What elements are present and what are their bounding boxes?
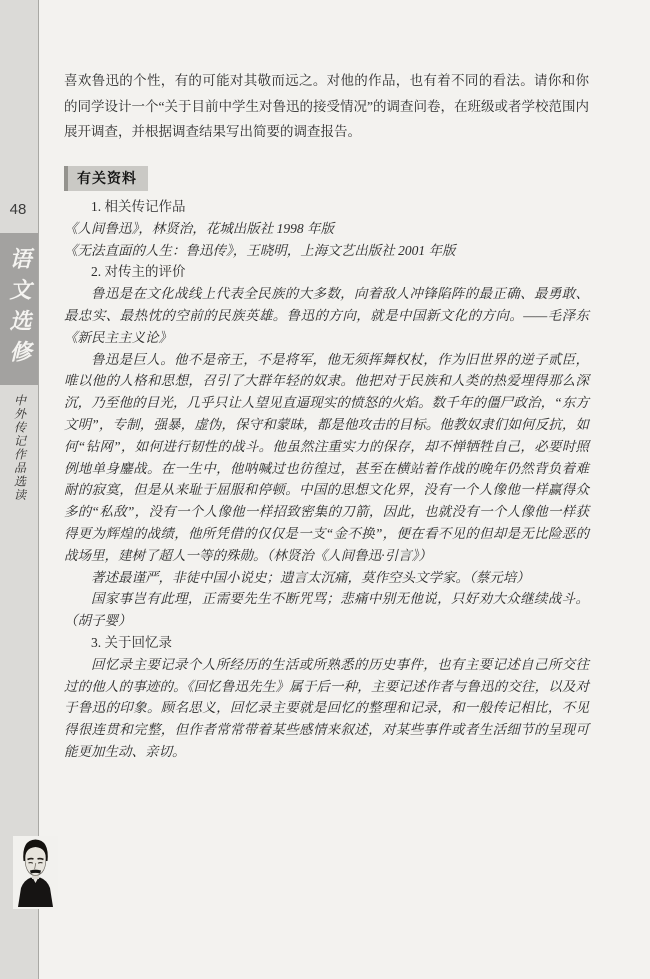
- series-title-calligraphy: 语文选修: [7, 247, 32, 371]
- book-title-column: [0, 394, 38, 502]
- page-number: 48: [9, 201, 27, 218]
- resource-book-entry: 《人间鲁迅》，林贤治，花城出版社 1998 年版: [64, 220, 334, 236]
- page-edge-line: [38, 0, 39, 979]
- book-title-vertical: 中外传记作品选读: [12, 394, 27, 502]
- resource-heading-3: 3. 关于回忆录: [91, 634, 172, 650]
- resource-heading-2: 2. 对传主的评价: [91, 264, 186, 280]
- series-title-box: [0, 233, 38, 385]
- section-label-text: 有关资料: [77, 170, 137, 186]
- quote-lin-xianzhi: 鲁迅是巨人。他不是帝王，不是将军，他无须挥舞权杖，作为旧世界的逆子贰臣，唯以他的人格和思想，召引了大群年轻的奴隶。他把对于民族和人类的热爱埋得那么深沉，乃至他的目光，几乎只让人望见直逼现实的愤怒的火焰。数千年的僵尸政治，“东方文明”，专制，强暴，虚伪，保守和蒙昧，都是他攻击的目标。他教奴隶们如何反抗，如何“钻网”，如何进行韧性的战斗。他虽然注重实力的保存，却不惮牺牲自己，必要时照例地单身鏖战。在一生中，他呐喊过也彷徨过，甚至在横站着作战的晚年仍然背负着难耐的寂寞，但是从来耻于屈服和停顿。中国的思想文化界，没有一个人像他一样赢得众多的“私敌”，没有一个人像他一样招致密集的刀箭，因此，也就没有一个人像他一样获得更为辉煌的战绩，他所凭借的仅仅是一支“金不换”，便在看不见的但却是无比险恶的战场里，建树了超人一等的殊勋。（林贤治《人间鲁迅·引言》）: [64, 351, 589, 563]
- quote-cai-yuanpei: 著述最谨严，非徒中国小说史；遗言太沉痛，莫作空头文学家。（蔡元培）: [91, 569, 530, 585]
- resource-heading-1: 1. 相关传记作品: [91, 199, 186, 214]
- section-label: [64, 166, 148, 191]
- memoir-explanation-paragraph: 回忆录主要记录个人所经历的生活或所熟悉的历史事件，也有主要记述自己所交往过的他人的事迹的。《回忆鲁迅先生》属于后一种，主要记述作者与鲁迅的交往，以及对于鲁迅的印象。顾名思义，回忆录主要就是回忆的整理和记录，和一般传记相比，不见得很连贯和完整，但作者常常带着某些感情来叙述，对某些事件或者生活细节的呈现可能更加生动、亲切。: [64, 656, 589, 759]
- resources-block: [64, 196, 589, 763]
- resource-book-entry: 《无法直面的人生：鲁迅传》，王晓明，上海文艺出版社 2001 年版: [64, 242, 456, 258]
- quote-mao-zedong: 鲁迅是在文化战线上代表全民族的大多数，向着敌人冲锋陷阵的最正确、最勇敢、最忠实、最热忱的空前的民族英雄。鲁迅的方向，就是中国新文化的方向。——毛泽东《新民主主义论》: [64, 286, 589, 345]
- intro-paragraph: 喜欢鲁迅的个性，有的可能对其敬而远之。对他的作品，也有着不同的看法。请你和你的同学设计一个“关于目前中学生对鲁迅的接受情况”的调查问卷，在班级或者学校范围内展开调查，并根据调查结果写出简要的调查报告。: [64, 73, 589, 139]
- luxun-portrait-image: [13, 836, 58, 909]
- quote-hu-ziying: 国家事岂有此理，正需要先生不断咒骂；悲痛中别无他说，只好劝大众继续战斗。（胡子婴）: [64, 591, 589, 629]
